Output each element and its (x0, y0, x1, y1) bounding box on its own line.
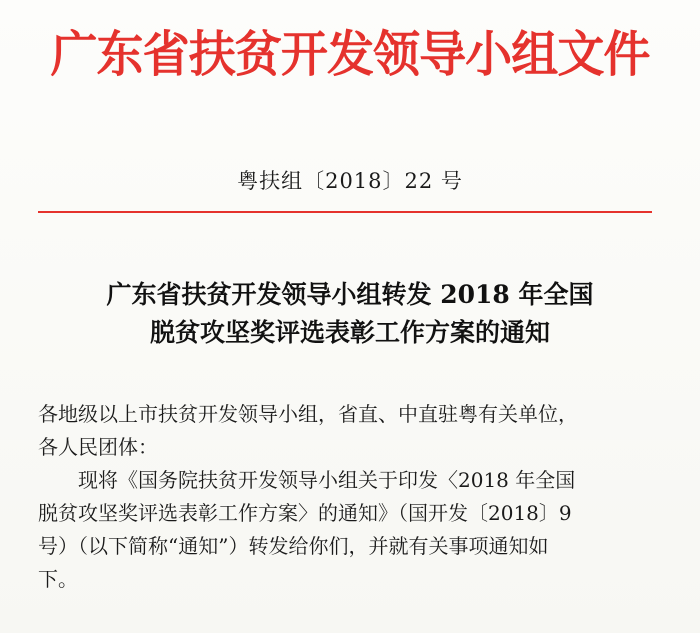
salutation-line-1: 各地级以上市扶贫开发领导小组，省直、中直驻粤有关单位， (38, 402, 578, 426)
title-line-2: 脱贫攻坚奖评选表彰工作方案的通知 (149, 318, 550, 347)
paragraph-1-line-3: 号）（以下简称“通知”）转发给你们，并就有关事项通知如 (38, 534, 549, 558)
document-body (38, 398, 668, 596)
red-divider-line (38, 211, 652, 213)
title-line-1: 广东省扶贫开发领导小组转发 2018 年全国 (106, 280, 594, 309)
paragraph-1-line-1: 现将《国务院扶贫开发领导小组关于印发〈2018 年全国 (78, 468, 576, 492)
paragraph-1-line-2: 脱贫攻坚奖评选表彰工作方案〉的通知》（国开发〔2018〕9 (38, 501, 572, 525)
document-title (0, 276, 700, 352)
document-masthead: 广东省扶贫开发领导小组文件 (50, 26, 650, 83)
salutation-line-2: 各人民团体： (38, 435, 158, 459)
document-number: 粤扶组〔2018〕22 号 (237, 169, 463, 193)
paragraph-1-line-4: 下。 (38, 567, 78, 591)
